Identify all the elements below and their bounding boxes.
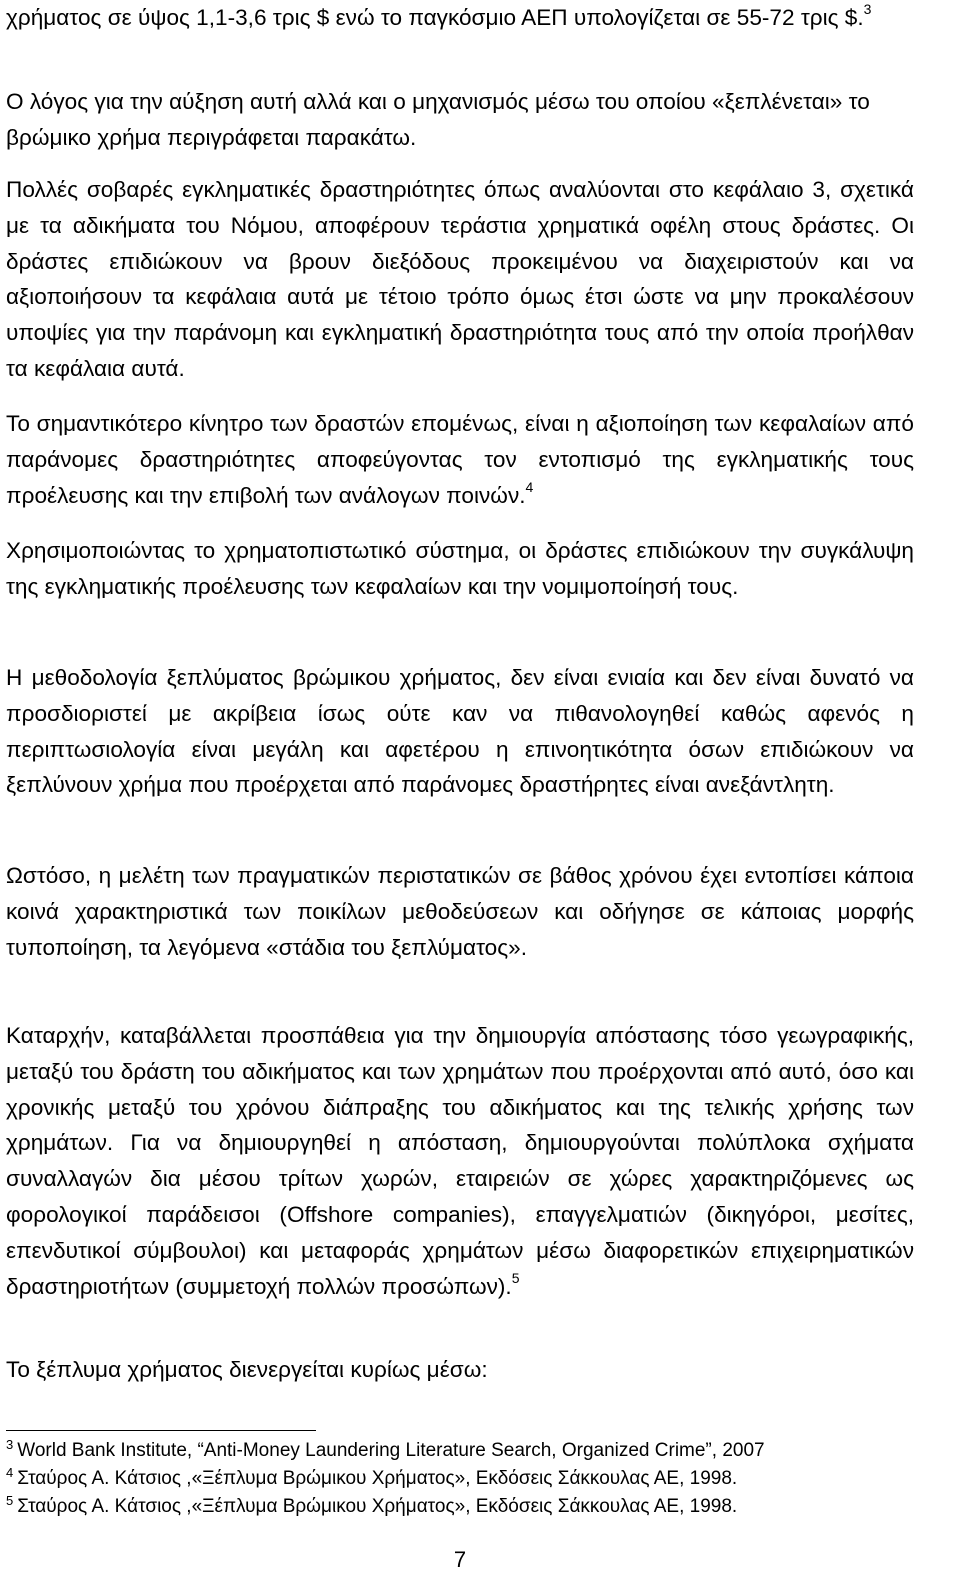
footnote-text: Σταύρος Α. Κάτσιος ,«Ξέπλυμα Βρώμικου Χρήματος», Εκδόσεις Σάκκουλας ΑΕ, 1998. (17, 1496, 738, 1517)
footnote-ref: 5 (511, 1270, 520, 1287)
paragraph-text: Η μεθοδολογία ξεπλύματος βρώμικου χρήματος, δεν είναι ενιαία και δεν είναι δυνατό να προσδιοριστεί με ακρίβεια ίσως ούτε καν να πιθανολογηθεί καθώς αφενός η περιπτωσιολογία είναι μεγάλη και αφετέρου η επινοητικότητα όσων επιδιώκουν να ξεπλύνουν χρήμα που προέρχεται από παράνομες δραστήρητες είναι ανεξάντλητη. (6, 665, 914, 798)
footnote-text: Σταύρος Α. Κάτσιος ,«Ξέπλυμα Βρώμικου Χρήματος», Εκδόσεις Σάκκουλας ΑΕ, 1998. (17, 1468, 738, 1489)
footnote-number: 4 (6, 1464, 14, 1480)
paragraph-text: Πολλές σοβαρές εγκληματικές δραστηριότητες όπως αναλύονται στο κεφάλαιο 3, σχετικά με τα αδικήματα του Νόμου, αποφέρουν τεράστια χρηματικά οφέλη στους δράστες. Οι δράστες επιδιώκουν να βρουν διεξόδους προκειμένου να διαχειριστούν και να αξιοποιήσουν τα κεφάλαια αυτά με τέτοιο τρόπο όμως έτσι ώστε να μην προκαλέσουν υποψίες για την παράνομη και εγκληματική δραστηριότητα τους από την οποία προήλθαν τα κεφάλαια αυτά. (6, 177, 914, 381)
paragraph-p6 (6, 858, 914, 965)
paragraph-text: χρήματος σε ύψος 1,1-3,6 τρις $ ενώ το παγκόσμιο ΑΕΠ υπολογίζεται σε 55-72 τρις $. (6, 5, 864, 30)
paragraph-text: Καταρχήν, καταβάλλεται προσπάθεια για την δημιουργία απόστασης τόσο γεωγραφικής, μεταξύ του δράστη του αδικήματος και των χρημάτων που προέρχονται από αυτό, όσο και χρονικής μεταξύ του χρόνου διάπραξης του αδικήματος και της τελικής χρήσης των χρημάτων. Για να δημιουργηθεί η απόσταση, δημιουργούνται πολύπλοκα σχήματα συναλλαγών δια μέσου τρίτων χωρών, εταιρειών σε χώρες χαρακτηριζόμενες ως φορολογικοί παράδεισοι (Offshore companies), επαγγελματιών (δικηγόροι, μεσίτες, επενδυτικοί σύμβουλοι) και μεταφοράς χρημάτων μέσω διαφορετικών επιχειρηματικών δραστηριοτήτων (συμμετοχή πολλών προσώπων). (6, 1023, 914, 1299)
footnotes (6, 1430, 914, 1521)
paragraph-p8 (6, 1352, 914, 1388)
paragraph-text: Το σημαντικότερο κίνητρο των δραστών επομένως, είναι η αξιοποίηση των κεφαλαίων από παράνομες δραστηριότητες αποφεύγοντας τον εντοπισμό της εγκληματικής τους προέλευσης και την επιβολή των ανάλογων ποινών. (6, 411, 914, 508)
paragraph-p0 (6, 0, 914, 36)
paragraph-p3 (6, 406, 914, 513)
paragraph-text: Το ξέπλυμα χρήματος διενεργείται κυρίως μέσω: (6, 1357, 488, 1382)
paragraph-p1 (6, 84, 914, 156)
footnote-separator (6, 1430, 316, 1431)
paragraph-p7 (6, 1018, 914, 1304)
paragraph-p2 (6, 172, 914, 387)
paragraph-text: Χρησιμοποιώντας το χρηματοπιστωτικό σύστημα, οι δράστες επιδιώκουν την συγκάλυψη της εγκληματικής προέλευσης των κεφαλαίων και την νομιμοποίησή τους. (6, 538, 914, 599)
footnote-4 (6, 1465, 914, 1493)
paragraph-p5 (6, 660, 914, 803)
paragraph-text: Ο λόγος για την αύξηση αυτή αλλά και ο μηχανισμός μέσω του οποίου «ξεπλένεται» το βρώμικο χρήμα περιγράφεται παρακάτω. (6, 89, 870, 150)
footnote-ref: 3 (863, 1, 872, 18)
footnote-3 (6, 1437, 914, 1465)
page-number: 7 (453, 1547, 467, 1572)
footnote-5 (6, 1493, 914, 1521)
paragraph-text: Ωστόσο, η μελέτη των πραγματικών περιστατικών σε βάθος χρόνου έχει εντοπίσει κάποια κοινά χαρακτηριστικά των ποικίλων μεθοδεύσεων και οδήγησε σε κάποιας μορφής τυποποίηση, τα λεγόμενα «στάδια του ξεπλύματος». (6, 863, 914, 960)
footnote-number: 5 (6, 1492, 14, 1508)
footnote-ref: 4 (525, 479, 534, 496)
footnote-text: World Bank Institute, “Anti-Money Laundering Literature Search, Organized Crime”, 2007 (17, 1440, 765, 1461)
footnote-number: 3 (6, 1436, 14, 1452)
paragraph-p4 (6, 533, 914, 605)
